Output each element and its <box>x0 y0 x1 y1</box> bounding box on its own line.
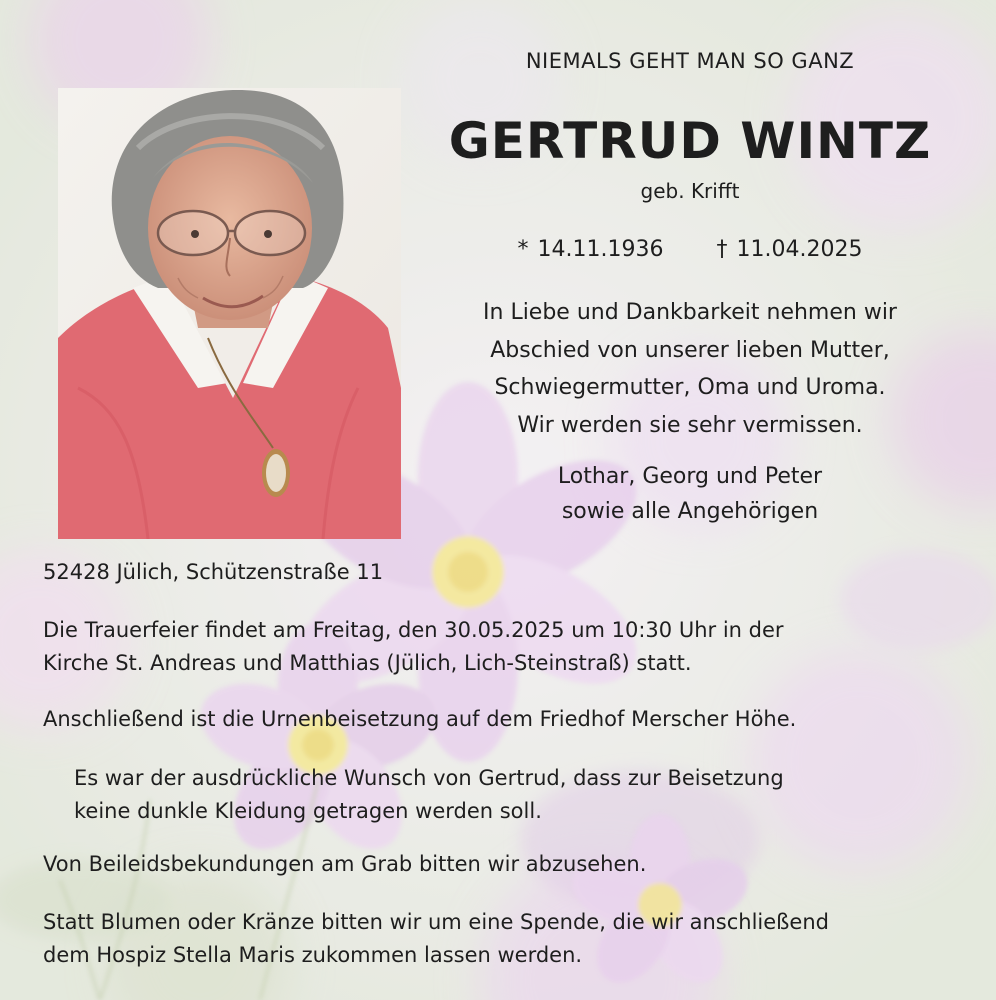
family-address: 52428 Jülich, Schützenstraße 11 <box>43 560 384 584</box>
paragraph-line: dem Hospiz Stella Maris zukommen lassen werden. <box>43 943 583 967</box>
motto: NIEMALS GEHT MAN SO GANZ <box>525 49 855 73</box>
paragraph-line: Es war der ausdrückliche Wunsch von Gertrud, dass zur Beisetzung <box>74 766 784 790</box>
paragraph-line: Von Beileidsbekundungen am Grab bitten wir abzusehen. <box>43 852 647 876</box>
donation-paragraph <box>43 906 963 972</box>
farewell-line: Abschied von unserer lieben Mutter, <box>490 337 890 363</box>
burial-paragraph <box>43 703 943 736</box>
life-dates <box>420 233 960 266</box>
paragraph-line: Statt Blumen oder Kränze bitten wir um eine Spende, die wir anschließend <box>43 910 829 934</box>
condolences-paragraph <box>43 848 943 881</box>
signers <box>420 459 960 529</box>
farewell-line: Wir werden sie sehr vermissen. <box>517 412 863 438</box>
farewell-line: Schwiegermutter, Oma und Uroma. <box>494 375 886 400</box>
farewell-line: In Liebe und Dankbarkeit nehmen wir <box>483 300 897 325</box>
dress-code-paragraph <box>74 762 954 828</box>
signers-line: sowie alle Angehörigen <box>561 499 819 524</box>
paragraph-line: Kirche St. Andreas und Matthias (Jülich, Lich-Steinstraß) statt. <box>43 651 692 675</box>
paragraph-line: Anschließend ist die Urnenbeisetzung auf dem Friedhof Merscher Höhe. <box>43 707 797 731</box>
birth-name: geb. Krifft <box>640 179 740 203</box>
farewell-text <box>420 294 960 444</box>
ceremony-paragraph <box>43 614 943 680</box>
paragraph-line: keine dunkle Kleidung getragen werden soll. <box>74 799 542 823</box>
birth-date: * 14.11.1936 <box>517 237 664 262</box>
death-date: † 11.04.2025 <box>716 237 863 262</box>
paragraph-line: Die Trauerfeier findet am Freitag, den 30.05.2025 um 10:30 Uhr in der <box>43 618 784 642</box>
signers-line: Lothar, Georg und Peter <box>557 464 823 489</box>
deceased-name: GERTRUD WINTZ <box>448 112 932 170</box>
portrait-photo <box>58 88 401 539</box>
